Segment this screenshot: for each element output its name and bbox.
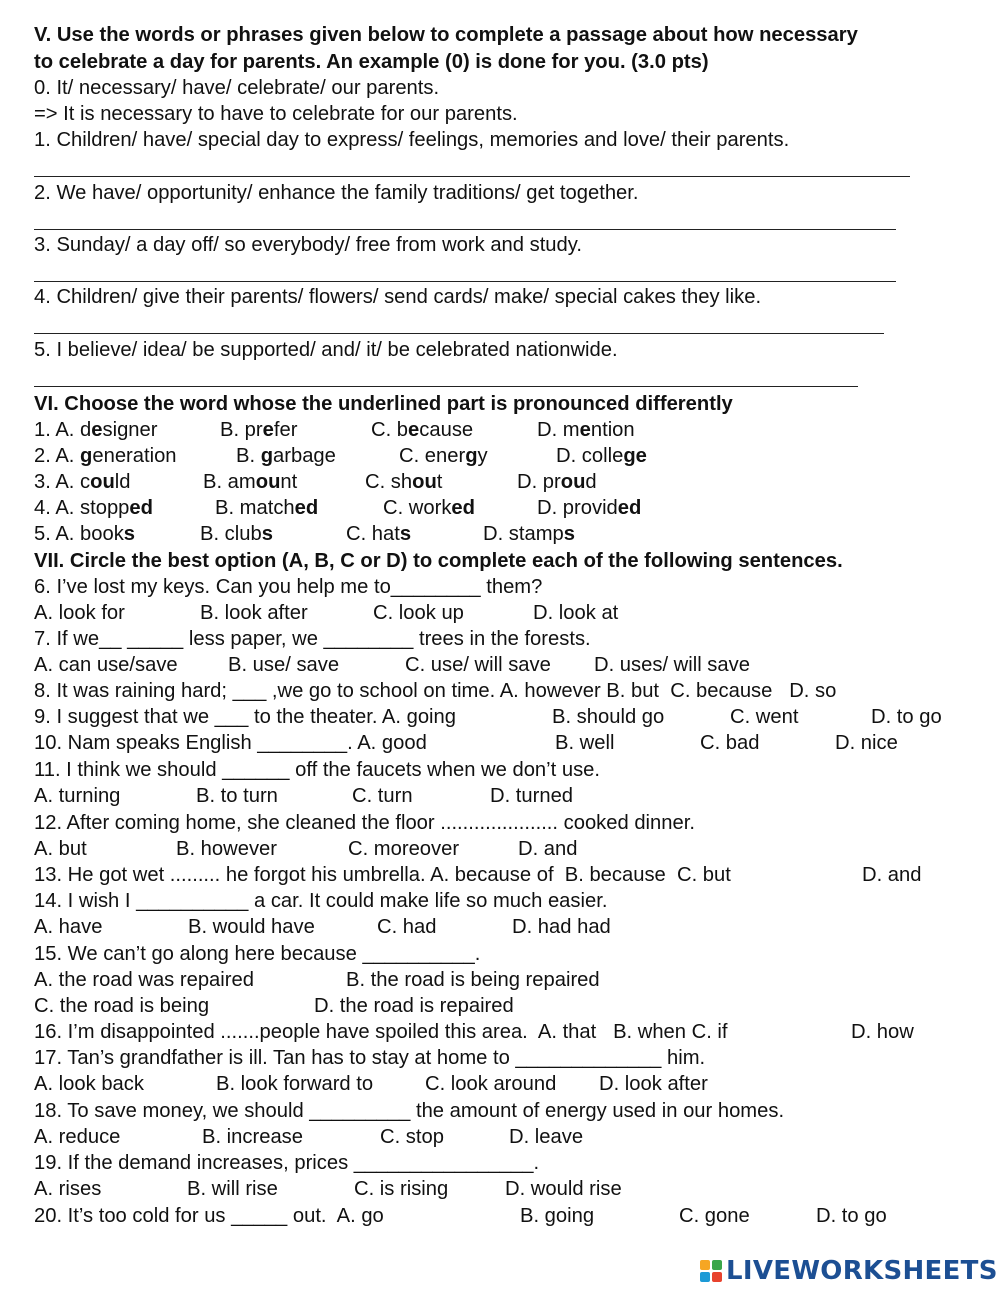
options-15-row2 — [34, 993, 1000, 1019]
option-6c[interactable]: C. look up — [373, 602, 464, 624]
options-15-row1 — [34, 967, 1000, 993]
option-19b[interactable]: B. will rise — [187, 1178, 278, 1200]
option-15d[interactable]: D. the road is repaired — [314, 995, 514, 1017]
option-14d[interactable]: D. had had — [512, 916, 611, 938]
question-13: 13. He got wet ......... he forgot his umbrella. A. because of B. because C. but D. and — [34, 864, 922, 886]
logo-block-3 — [700, 1272, 710, 1282]
question-v-1: 1. Children/ have/ special day to express/ feelings, memories and love/ their parents. — [34, 129, 790, 151]
option-14a[interactable]: A. have — [34, 916, 103, 938]
question-17: 17. Tan’s grandfather is ill. Tan has to stay at home to _____________ him. — [34, 1047, 706, 1069]
question-15: 15. We can’t go along here because __________. — [34, 943, 481, 965]
question-v-5: 5. I believe/ idea/ be supported/ and/ it/ be celebrated nationwide. — [34, 339, 618, 361]
option-6d[interactable]: D. look at — [533, 602, 619, 624]
question-7: 7. If we__ _____ less paper, we ________ trees in the forests. — [34, 628, 591, 650]
answer-line-4[interactable] — [34, 333, 884, 334]
option-15b[interactable]: B. the road is being repaired — [346, 969, 600, 991]
option-9b[interactable]: B. should go — [552, 706, 665, 728]
pron-question-4: 4. A. stopped B. matched C. worked D. provided — [34, 497, 642, 519]
logo-block-1 — [700, 1260, 710, 1270]
logo-blocks-icon — [700, 1260, 722, 1282]
question-16: 16. I’m disappointed .......people have spoiled this area. A. that B. when C. if D. how — [34, 1021, 914, 1043]
answer-line-3[interactable] — [34, 281, 896, 282]
pron-question-2: 2. A. generation B. garbage C. energy D. college — [34, 445, 647, 467]
option-12c[interactable]: C. moreover — [348, 838, 460, 860]
option-17d[interactable]: D. look after — [599, 1073, 708, 1095]
option-12a[interactable]: A. but — [34, 838, 87, 860]
option-14c[interactable]: C. had — [377, 916, 437, 938]
option-11b[interactable]: B. to turn — [196, 785, 278, 807]
options-11 — [34, 783, 1000, 809]
brand-name: LIVEWORKSHEETS — [726, 1256, 998, 1286]
logo-block-4 — [712, 1272, 722, 1282]
option-10d[interactable]: D. nice — [835, 732, 898, 754]
option-19c[interactable]: C. is rising — [354, 1178, 449, 1200]
question-v-4: 4. Children/ give their parents/ flowers/ send cards/ make/ special cakes they like. — [34, 286, 762, 308]
question-20: 20. It’s too cold for us _____ out. A. go B. going C. gone D. to go — [34, 1205, 887, 1227]
example-prompt: 0. It/ necessary/ have/ celebrate/ our parents. — [34, 77, 440, 99]
option-11d[interactable]: D. turned — [490, 785, 574, 807]
option-12b[interactable]: B. however — [176, 838, 277, 860]
option-18d[interactable]: D. leave — [509, 1126, 584, 1148]
question-v-3: 3. Sunday/ a day off/ so everybody/ free from work and study. — [34, 234, 582, 256]
question-11: 11. I think we should ______ off the faucets when we don’t use. — [34, 759, 601, 781]
question-18: 18. To save money, we should _________ the amount of energy used in our homes. — [34, 1100, 785, 1122]
options-12 — [34, 836, 1000, 862]
options-18 — [34, 1124, 1000, 1150]
option-13d[interactable]: D. and — [862, 864, 922, 886]
section-vii-heading: VII. Circle the best option (A, B, C or D) to complete each of the following sentences. — [34, 550, 843, 572]
option-11a[interactable]: A. turning — [34, 785, 121, 807]
options-17 — [34, 1071, 1000, 1097]
options-6 — [34, 600, 1000, 626]
option-15a[interactable]: A. the road was repaired — [34, 969, 254, 991]
answer-line-2[interactable] — [34, 229, 896, 230]
option-20b[interactable]: B. going — [520, 1205, 595, 1227]
option-7a[interactable]: A. can use/save — [34, 654, 178, 676]
option-7d[interactable]: D. uses/ will save — [594, 654, 750, 676]
option-6a[interactable]: A. look for — [34, 602, 125, 624]
option-19a[interactable]: A. rises — [34, 1178, 102, 1200]
options-7 — [34, 652, 1000, 678]
question-10: 10. Nam speaks English ________. A. good B. well C. bad D. nice — [34, 732, 898, 754]
option-20c[interactable]: C. gone — [679, 1205, 750, 1227]
question-9: 9. I suggest that we ___ to the theater. A. going B. should go C. went D. to go — [34, 706, 942, 728]
liveworksheets-logo — [700, 1256, 998, 1286]
question-12: 12. After coming home, she cleaned the floor ..................... cooked dinner. — [34, 812, 695, 834]
options-14 — [34, 914, 1000, 940]
option-15c[interactable]: C. the road is being — [34, 995, 210, 1017]
option-9d[interactable]: D. to go — [871, 706, 942, 728]
pron-question-5: 5. A. books B. clubs C. hats D. stamps — [34, 523, 576, 545]
option-14b[interactable]: B. would have — [188, 916, 315, 938]
answer-line-5[interactable] — [34, 386, 858, 387]
question-8: 8. It was raining hard; ___ ,we go to school on time. A. however B. but C. because D. so — [34, 680, 837, 702]
option-10c[interactable]: C. bad — [700, 732, 760, 754]
option-17b[interactable]: B. look forward to — [216, 1073, 374, 1095]
pron-question-1: 1. A. designer B. prefer C. because D. mention — [34, 419, 635, 441]
option-16d[interactable]: D. how — [851, 1021, 914, 1043]
option-7c[interactable]: C. use/ will save — [405, 654, 551, 676]
section-v-heading-line1: V. Use the words or phrases given below to complete a passage about how necessary — [34, 24, 858, 46]
section-v-heading-line2: to celebrate a day for parents. An example (0) is done for you. (3.0 pts) — [34, 51, 709, 73]
options-19 — [34, 1176, 1000, 1202]
option-12d[interactable]: D. and — [518, 838, 578, 860]
section-vi-heading: VI. Choose the word whose the underlined part is pronounced differently — [34, 393, 733, 415]
option-18b[interactable]: B. increase — [202, 1126, 303, 1148]
option-10b[interactable]: B. well — [555, 732, 615, 754]
option-9c[interactable]: C. went — [730, 706, 799, 728]
question-6: 6. I’ve lost my keys. Can you help me to________ them? — [34, 576, 543, 598]
option-6b[interactable]: B. look after — [200, 602, 308, 624]
option-20d[interactable]: D. to go — [816, 1205, 887, 1227]
option-18a[interactable]: A. reduce — [34, 1126, 121, 1148]
pron-question-3: 3. A. could B. amount C. shout D. proud — [34, 471, 597, 493]
question-14: 14. I wish I __________ a car. It could make life so much easier. — [34, 890, 608, 912]
option-7b[interactable]: B. use/ save — [228, 654, 340, 676]
option-17c[interactable]: C. look around — [425, 1073, 557, 1095]
question-19: 19. If the demand increases, prices ________________. — [34, 1152, 540, 1174]
question-v-2: 2. We have/ opportunity/ enhance the family traditions/ get together. — [34, 182, 639, 204]
answer-line-1[interactable] — [34, 176, 910, 177]
logo-block-2 — [712, 1260, 722, 1270]
option-19d[interactable]: D. would rise — [505, 1178, 622, 1200]
option-18c[interactable]: C. stop — [380, 1126, 444, 1148]
example-answer: => It is necessary to have to celebrate for our parents. — [34, 103, 518, 125]
option-17a[interactable]: A. look back — [34, 1073, 144, 1095]
option-11c[interactable]: C. turn — [352, 785, 413, 807]
